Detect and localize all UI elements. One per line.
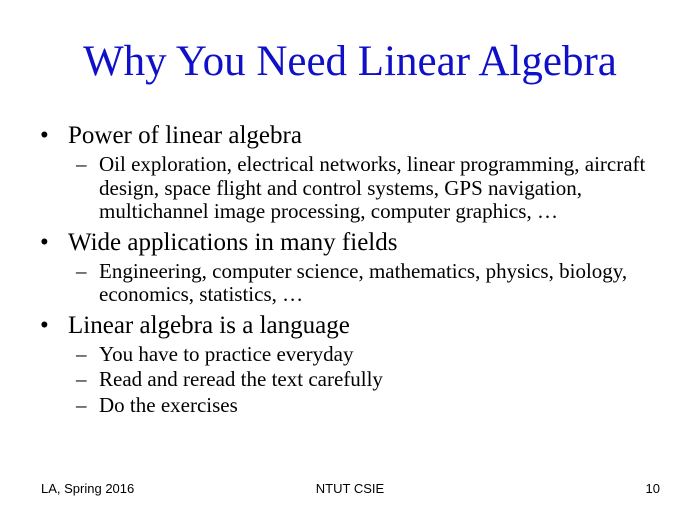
bullet-icon: • <box>40 311 49 339</box>
bullet-icon: • <box>40 228 49 256</box>
bullet-icon: • <box>40 122 49 149</box>
dash-icon: – <box>76 341 87 366</box>
bullet-list <box>40 119 670 421</box>
sub-item <box>40 153 670 224</box>
bullet-item <box>40 311 670 341</box>
footer-course: LA, Spring 2016 <box>41 481 135 496</box>
bullet-item <box>40 228 670 258</box>
bullet-text: Wide applications in many fields <box>68 228 398 256</box>
slide-title: Why You Need Linear Algebra <box>83 38 617 85</box>
sub-item <box>40 343 670 367</box>
sub-item-text: Read and reread the text carefully <box>99 367 383 391</box>
sub-item-text: Oil exploration, electrical networks, linear programming, aircraft design, space flight and control systems, GPS navigation, multichannel image processing, computer graphics, … <box>99 152 646 223</box>
bullet-item <box>40 121 670 151</box>
bullet-text: Linear algebra is a language <box>68 311 350 339</box>
dash-icon: – <box>76 392 87 417</box>
footer-page-number: 10 <box>645 481 660 496</box>
sub-list <box>40 260 670 307</box>
sub-item-text: Do the exercises <box>99 392 238 417</box>
dash-icon: – <box>76 152 87 176</box>
sub-item <box>40 394 670 418</box>
dash-icon: – <box>76 258 87 283</box>
sub-item <box>40 260 670 307</box>
sub-list <box>40 153 670 224</box>
sub-item-text: Engineering, computer science, mathematics, physics, biology, economics, statistics, … <box>99 258 628 306</box>
sub-item-text: You have to practice everyday <box>99 341 354 366</box>
footer-department: NTUT CSIE <box>315 481 385 496</box>
sub-item <box>40 368 670 392</box>
sub-list <box>40 343 670 418</box>
bullet-text: Power of linear algebra <box>68 122 302 149</box>
dash-icon: – <box>76 367 87 391</box>
